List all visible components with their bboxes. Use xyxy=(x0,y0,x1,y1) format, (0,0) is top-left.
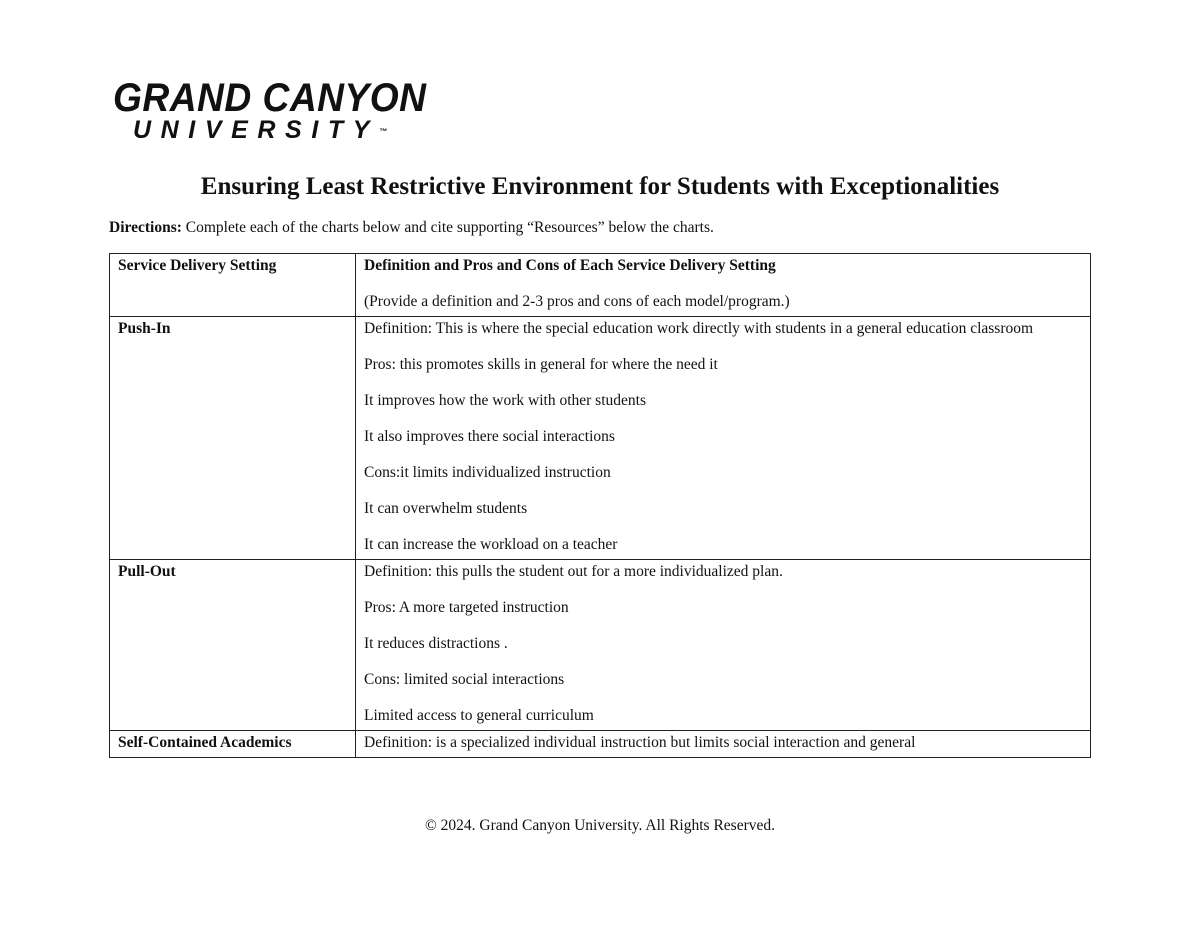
description-line: Pros: this promotes skills in general for where the need it xyxy=(364,356,718,373)
directions xyxy=(109,218,714,238)
description-line: Limited access to general curriculum xyxy=(364,707,594,724)
description-line: It reduces distractions . xyxy=(364,635,508,652)
directions-label: Directions: xyxy=(109,219,182,236)
service-delivery-table-container xyxy=(109,253,1091,803)
description-line: It can overwhelm students xyxy=(364,500,528,517)
description-line: It improves how the work with other students xyxy=(364,392,646,409)
directions-text: Complete each of the charts below and cite supporting “Resources” below the charts. xyxy=(181,219,714,236)
description-line: Definition: is a specialized individual instruction but limits social interaction and general xyxy=(364,734,916,751)
header-setting-cell: Service Delivery Setting xyxy=(110,254,356,317)
logo-university-text: UNIVERSITY xyxy=(133,116,380,144)
setting-cell: Self-Contained Academics xyxy=(110,731,356,758)
table-row xyxy=(110,560,1091,731)
description-line: Cons:it limits individualized instruction xyxy=(364,464,611,481)
logo-wordmark-university xyxy=(133,116,433,144)
description-line: It also improves there social interactions xyxy=(364,428,615,445)
header-definition-cell xyxy=(356,254,1091,317)
gcu-logo xyxy=(113,76,433,144)
header-definition-title: Definition and Pros and Cons of Each Service Delivery Setting xyxy=(364,257,776,274)
description-line: It can increase the workload on a teacher xyxy=(364,536,618,553)
logo-wordmark-grand-canyon: GRAND CANYON xyxy=(113,76,427,120)
service-delivery-table xyxy=(109,253,1091,758)
setting-cell: Pull-Out xyxy=(110,560,356,731)
description-cell xyxy=(356,560,1091,731)
table-row xyxy=(110,317,1091,560)
description-cell xyxy=(356,317,1091,560)
description-line: Definition: this pulls the student out for a more individualized plan. xyxy=(364,563,783,580)
description-cell xyxy=(356,731,1091,758)
description-line: Pros: A more targeted instruction xyxy=(364,599,569,616)
description-line: Definition: This is where the special education work directly with students in a general education classroom xyxy=(364,320,1034,337)
document-title: Ensuring Least Restrictive Environment for Students with Exceptionalities xyxy=(200,173,1000,200)
table-row xyxy=(110,731,1091,758)
table-header-row xyxy=(110,254,1091,317)
description-line: Cons: limited social interactions xyxy=(364,671,565,688)
setting-cell: Push-In xyxy=(110,317,356,560)
trademark-symbol: ™ xyxy=(379,127,388,136)
copyright-footer: © 2024. Grand Canyon University. All Rights Reserved. xyxy=(424,817,775,834)
header-definition-note: (Provide a definition and 2-3 pros and cons of each model/program.) xyxy=(364,293,790,310)
